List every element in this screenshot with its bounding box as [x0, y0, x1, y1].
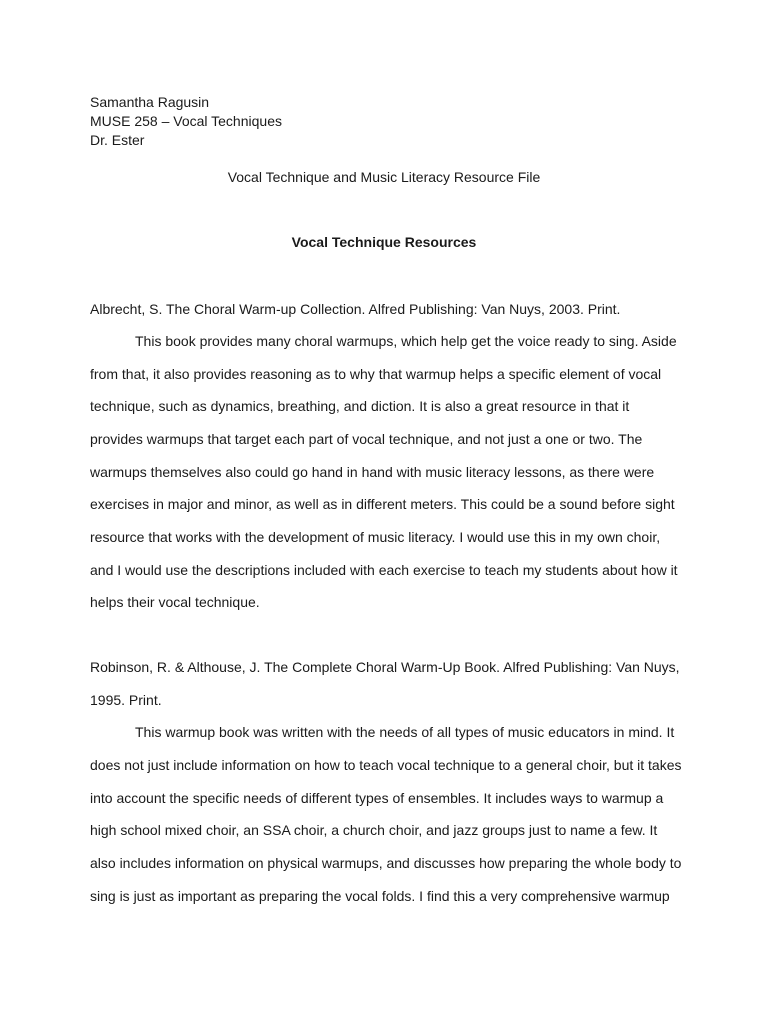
citation-line: 1995. Print. — [90, 692, 162, 708]
citation-line: Robinson, R. & Althouse, J. The Complete Choral Warm-Up Book. Alfred Publishing: Van Nuys, — [90, 659, 680, 675]
annotation-line: high school mixed choir, an SSA choir, a church choir, and jazz groups just to name a few. It — [90, 822, 658, 838]
annotation-line: helps their vocal technique. — [90, 594, 260, 610]
annotation-line: also includes information on physical warmups, and discusses how preparing the whole body to — [90, 855, 682, 871]
annotation-line: This warmup book was written with the needs of all types of music educators in mind. It — [135, 724, 675, 740]
annotation-line: exercises in major and minor, as well as in different meters. This could be a sound before sight — [90, 496, 675, 512]
instructor-name: Dr. Ester — [90, 132, 145, 148]
course-name: MUSE 258 – Vocal Techniques — [90, 113, 282, 129]
citation-line: Albrecht, S. The Choral Warm-up Collection. Alfred Publishing: Van Nuys, 2003. Print. — [90, 301, 621, 317]
annotation-line: warmups themselves also could go hand in hand with music literacy lessons, as there were — [90, 464, 655, 480]
annotation-line: technique, such as dynamics, breathing, and diction. It is also a great resource in that it — [90, 398, 630, 414]
document-title: Vocal Technique and Music Literacy Resource File — [227, 169, 541, 185]
section-heading: Vocal Technique Resources — [291, 234, 477, 250]
annotation-line: provides warmups that target each part of vocal technique, and not just a one or two. The — [90, 431, 643, 447]
annotation-line: sing is just as important as preparing the vocal folds. I find this a very comprehensive warmup — [90, 888, 670, 904]
annotation-line: This book provides many choral warmups, which help get the voice ready to sing. Aside — [135, 333, 677, 349]
annotation-line: and I would use the descriptions included with each exercise to teach my students about how it — [90, 562, 678, 578]
annotation-line: does not just include information on how to teach vocal technique to a general choir, but it takes — [90, 757, 682, 773]
annotation-line: into account the specific needs of different types of ensembles. It includes ways to warmup a — [90, 790, 664, 806]
author-name: Samantha Ragusin — [90, 94, 210, 110]
annotation-line: from that, it also provides reasoning as to why that warmup helps a specific element of vocal — [90, 366, 662, 382]
annotation-line: resource that works with the development of music literacy. I would use this in my own choir, — [90, 529, 661, 545]
